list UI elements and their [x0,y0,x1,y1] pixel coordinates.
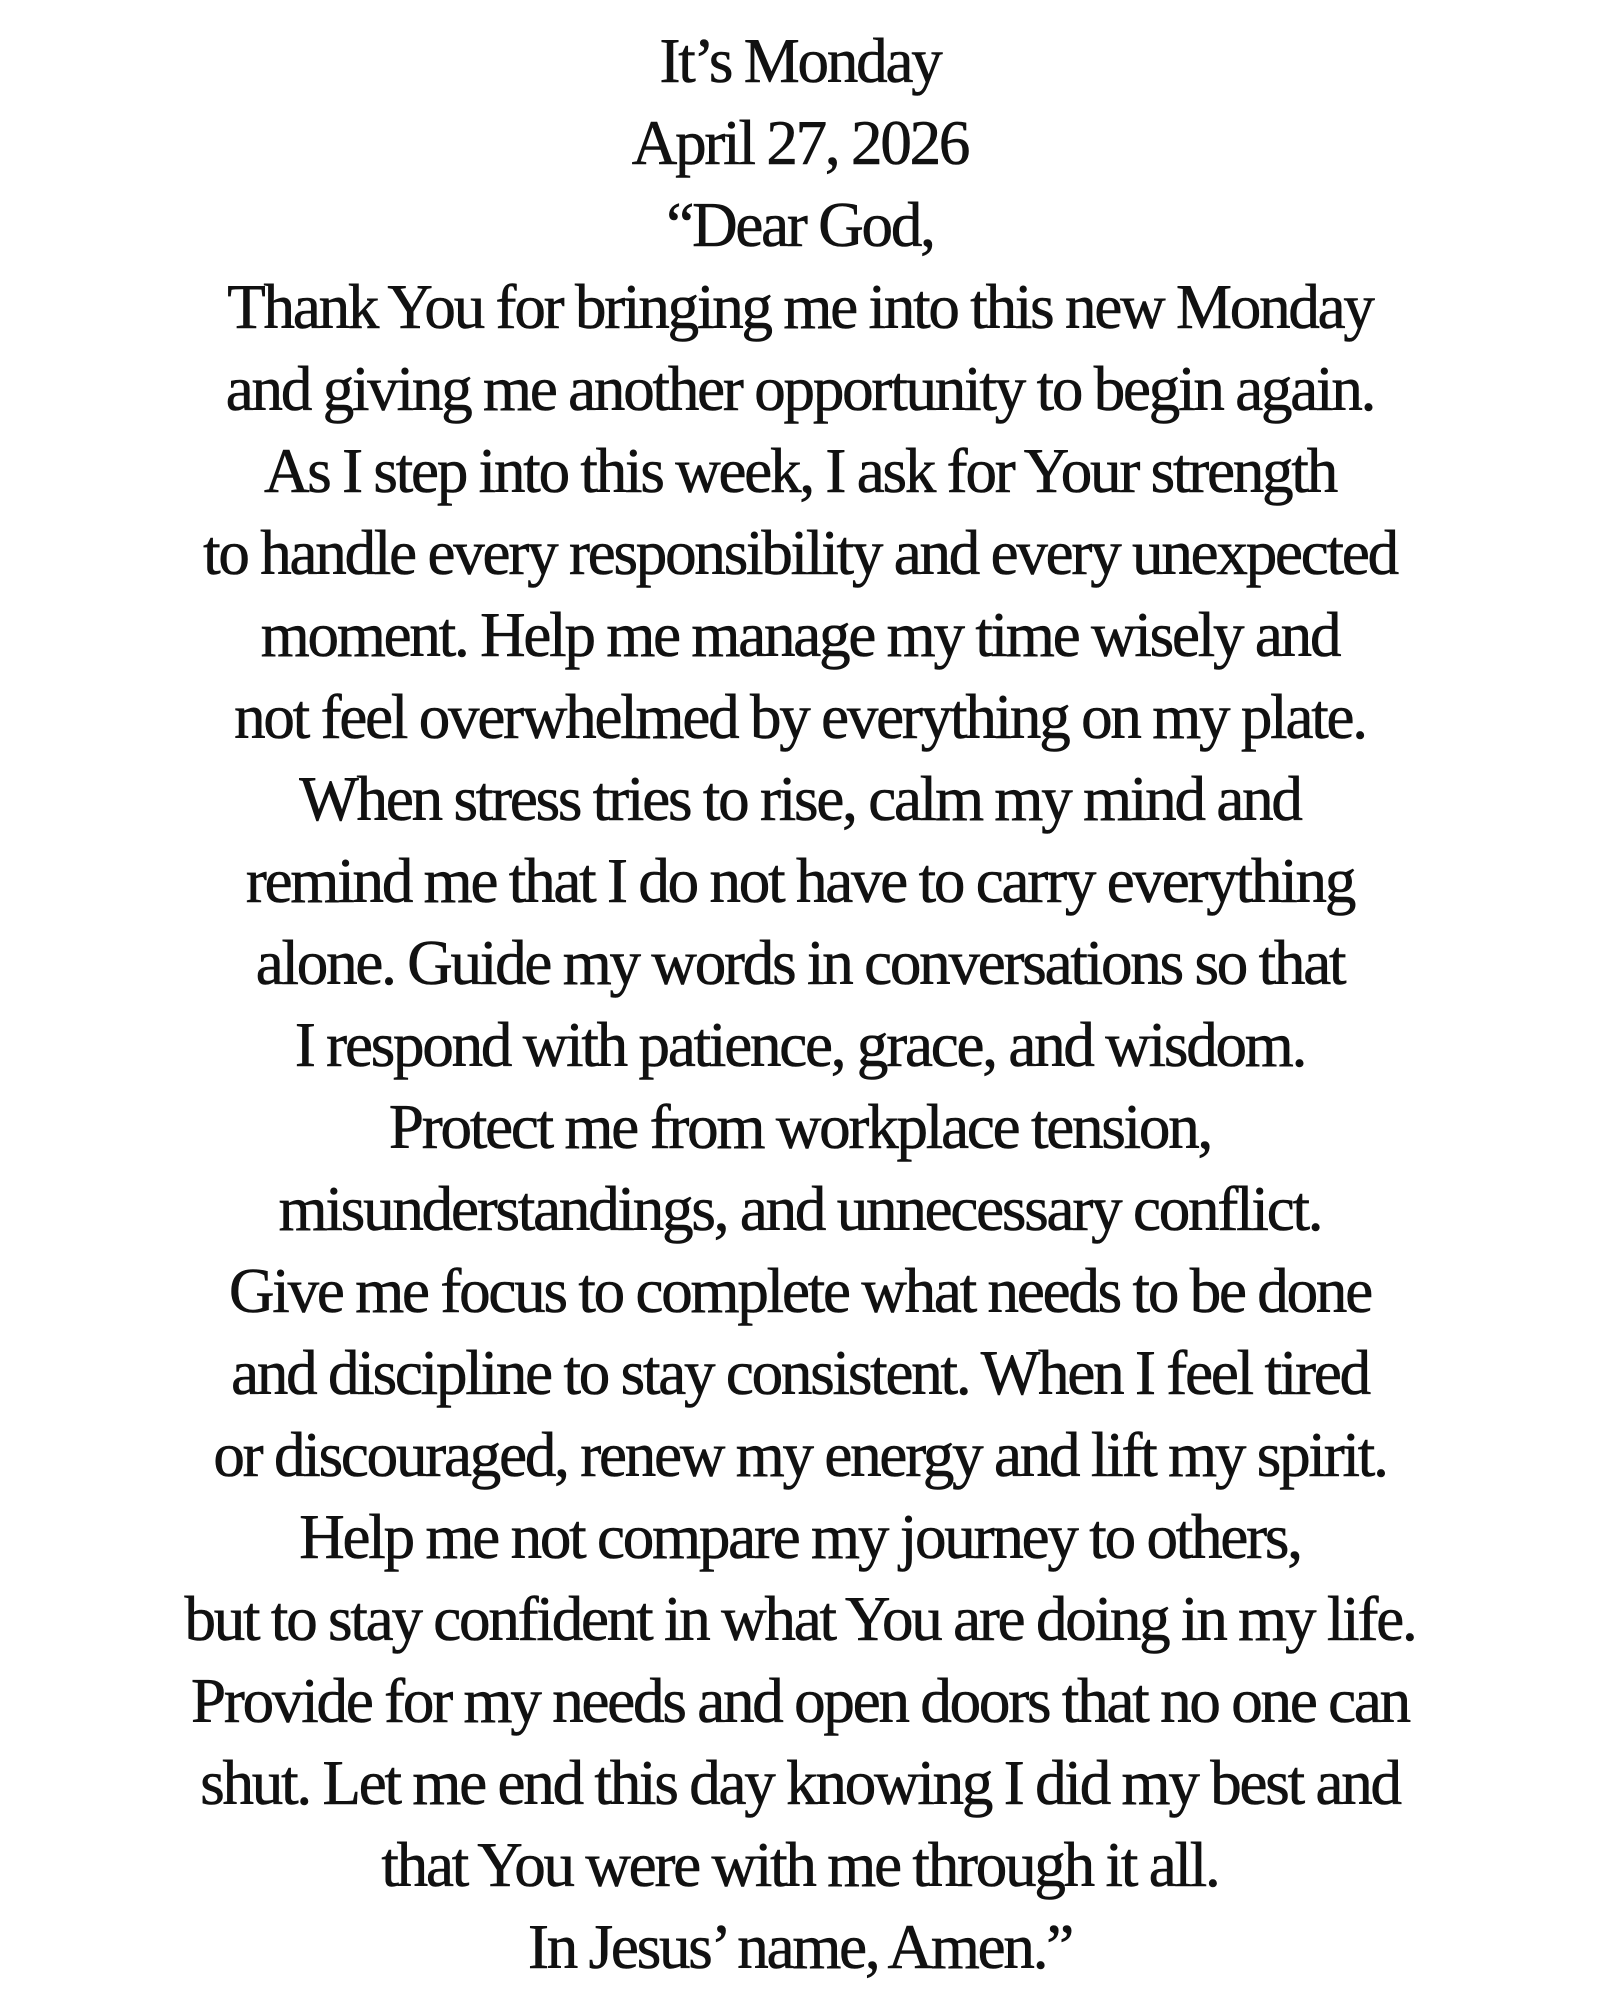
prayer-line: Give me focus to complete what needs to be done [229,1256,1371,1326]
prayer-line: to handle every responsibility and every unexpected [203,518,1397,588]
prayer-line: not feel overwhelmed by everything on my plate. [234,682,1366,752]
prayer-line: When stress tries to rise, calm my mind and [299,764,1301,834]
prayer-line: Help me not compare my journey to others, [299,1502,1301,1572]
prayer-line: that You were with me through it all. [381,1830,1219,1900]
prayer-line: shut. Let me end this day knowing I did my best and [200,1748,1400,1818]
prayer-line: or discouraged, renew my energy and lift my spirit. [213,1420,1387,1490]
prayer-line: and discipline to stay consistent. When I feel tired [231,1338,1369,1408]
prayer-line: Thank You for bringing me into this new Monday [227,272,1373,342]
date-heading: April 27, 2026 [631,108,969,178]
prayer-line: I respond with patience, grace, and wisdom. [294,1010,1306,1080]
prayer-line: Protect me from workplace tension, [388,1092,1212,1162]
prayer-line: misunderstandings, and unnecessary conflict. [278,1174,1322,1244]
prayer-line: but to stay confident in what You are doing in my life. [184,1584,1416,1654]
prayer-line: and giving me another opportunity to begin again. [225,354,1375,424]
salutation: “Dear God, [666,190,934,260]
prayer-line: moment. Help me manage my time wisely and [260,600,1340,670]
prayer-document [0,20,1600,1980]
prayer-line: Provide for my needs and open doors that no one can [191,1666,1409,1736]
closing-line: In Jesus’ name, Amen.” [527,1912,1073,1982]
prayer-line: As I step into this week, I ask for Your strength [263,436,1337,506]
prayer-line: remind me that I do not have to carry everything [245,846,1355,916]
prayer-line: alone. Guide my words in conversations so that [255,928,1345,998]
day-heading: It’s Monday [659,26,941,96]
